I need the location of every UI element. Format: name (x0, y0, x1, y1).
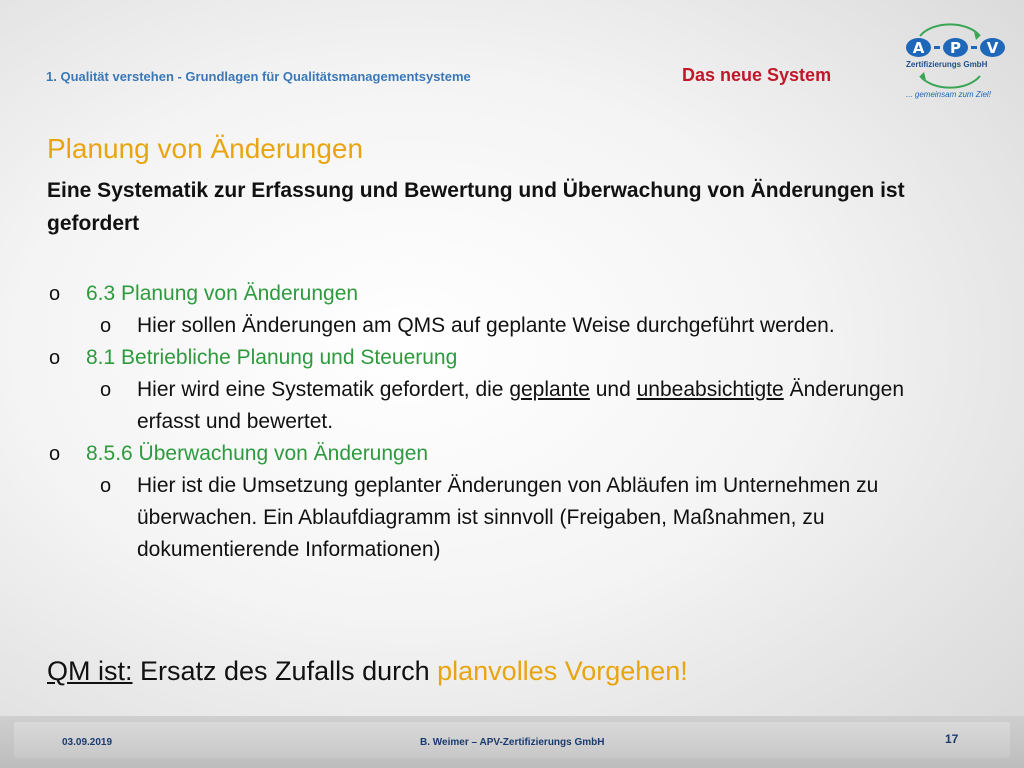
list-item-heading (47, 342, 967, 374)
list-item-detail (47, 310, 967, 342)
bullet-icon: o (100, 379, 112, 401)
logo-slogan: ... gemeinsam zum Ziel! (906, 90, 991, 99)
footer-author: B. Weimer – APV-Zertifizierungs GmbH (420, 737, 605, 748)
item-heading-8-5-6: 8.5.6 Überwachung von Änderungen (86, 442, 429, 465)
item-text-6-3: Hier sollen Änderungen am QMS auf geplante Weise durchgeführt werden. (137, 314, 835, 337)
logo-letter-a: A (906, 38, 931, 57)
item-heading-8-1: 8.1 Betriebliche Planung und Steuerung (86, 346, 458, 369)
requirements-list (47, 278, 967, 566)
conclusion-highlight: planvolles Vorgehen! (437, 656, 688, 686)
item-text-8-1-part1: Hier wird eine Systematik gefordert, die (137, 378, 510, 401)
list-item-detail (47, 374, 967, 438)
item-heading-6-3: 6.3 Planung von Änderungen (86, 282, 359, 305)
bullet-icon: o (49, 347, 61, 369)
conclusion-text: Ersatz des Zufalls durch (132, 656, 438, 686)
item-text-8-1-part2: und (589, 378, 637, 401)
page-number: 17 (945, 732, 959, 746)
list-item-heading (47, 438, 967, 470)
logo-subtitle: Zertifizierungs GmbH (906, 60, 988, 69)
item-text-8-5-6: Hier ist die Umsetzung geplanter Änderungen von Abläufen im Unternehmen zu überwachen. Ein Ablaufdiagramm ist sinnvoll (Freigaben, Maßnahmen, zu dokumentierende Informationen) (137, 474, 879, 561)
bullet-icon: o (100, 475, 112, 497)
logo-dash (971, 46, 977, 49)
list-item-detail (47, 470, 967, 566)
list-item-heading (47, 278, 967, 310)
bullet-icon: o (49, 283, 61, 305)
chapter-header: 1. Qualität verstehen - Grundlagen für Qualitätsmanagementsysteme (46, 69, 471, 84)
slide-title: Planung von Änderungen (47, 133, 364, 164)
logo-letter-p: P (943, 38, 968, 57)
conclusion (47, 656, 688, 687)
underlined-unbeabsichtigte: unbeabsichtigte (636, 378, 784, 401)
conclusion-label: QM ist: (47, 656, 133, 686)
logo-dash (934, 46, 940, 49)
apv-logo (898, 14, 998, 104)
item-text-8-1-part3: Änderungen erfasst und bewertet. (137, 378, 905, 433)
bullet-icon: o (100, 315, 112, 337)
slide-subtitle: Eine Systematik zur Erfassung und Bewertung und Überwachung von Änderungen ist gefordert (47, 179, 905, 235)
bullet-icon: o (49, 443, 61, 465)
section-header: Das neue System (682, 65, 832, 85)
footer-date: 03.09.2019 (62, 737, 113, 748)
underlined-geplante: geplante (509, 378, 590, 401)
logo-letter-v: V (980, 38, 1005, 57)
